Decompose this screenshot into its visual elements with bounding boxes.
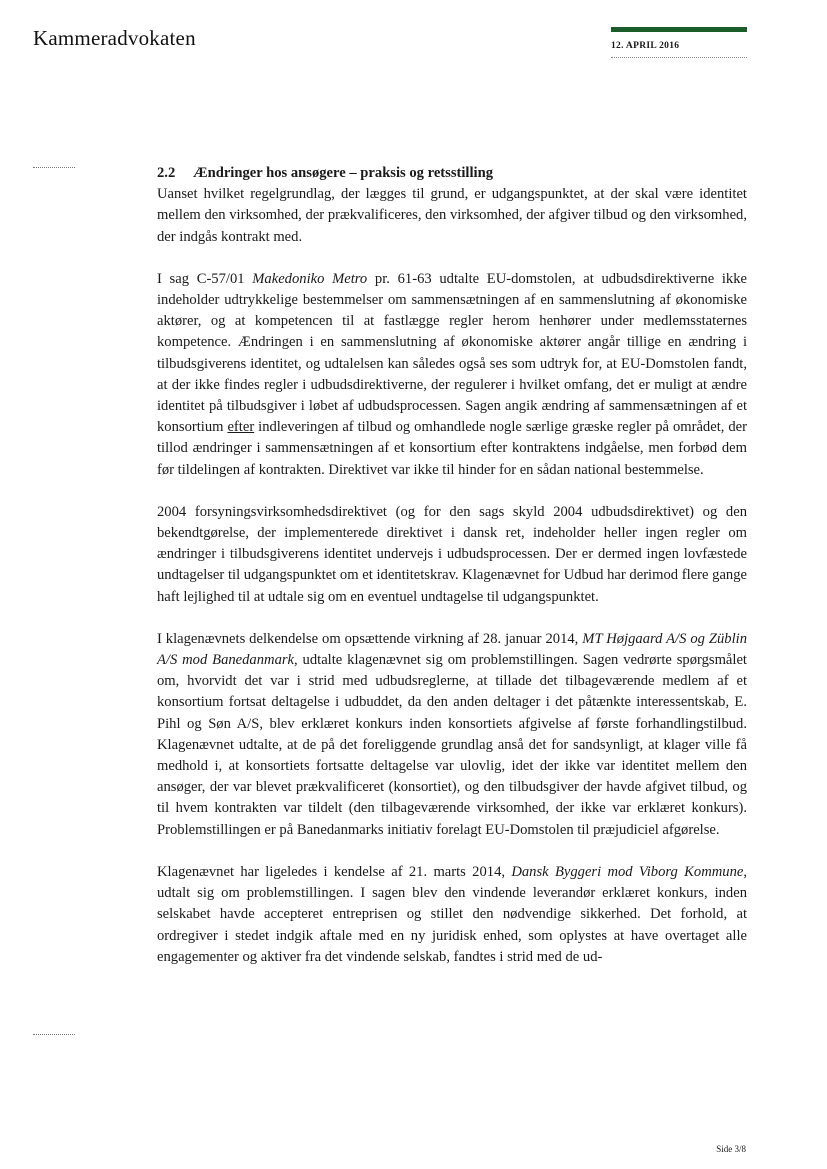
margin-marker-bottom	[33, 1034, 75, 1035]
date-block	[611, 27, 747, 58]
company-logo: Kammeradvokaten	[33, 26, 196, 50]
section-heading	[157, 163, 747, 184]
document-date: 12. APRIL 2016	[611, 41, 680, 51]
underlined-word: efter	[227, 419, 255, 436]
document-body	[157, 163, 747, 989]
date-divider	[611, 57, 747, 58]
section-title: Ændringer hos ansøgere – praksis og retsstilling	[193, 165, 494, 181]
paragraph-5: Klagenævnet har ligeledes i kendelse af 21. marts 2014, Dansk Byggeri mod Viborg Kommune, udtalt sig om problemstillingen. I sagen blev den vindende leverandør erklæret konkurs, inden selskabet havde accepteret entreprisen og stillet den nødvendige sikkerhed. Det forhold, at ordregiver i stedet indgik aftale med en ny juridisk enhed, som oplystes at have overtaget alle engagementer og aktiver fra det vindende selskab, fandtes i strid med de ud-	[157, 863, 747, 965]
section-number: 2.2	[157, 165, 176, 181]
paragraph-3: 2004 forsyningsvirksomhedsdirektivet (og for den sags skyld 2004 udbudsdirektivet) og den bekendtgørelse, der implementerede direktivet i dansk ret, indeholder heller ingen regler om ændringer i tilbudsgiverens identitet undervejs i udbudsprocessen. Der er dermed ingen lovfæstede undtagelser til udgangspunktet om et identitetskrav. Klagenævnet for Udbud har derimod flere gange haft lejlighed til at udtale sig om en eventuel undtagelse til udgangspunktet.	[157, 503, 747, 605]
case-name: MT Højgaard A/S og Züblin A/S mod Banedanmark	[157, 630, 747, 669]
margin-marker-top	[33, 167, 75, 168]
page-number: Side 3/8	[716, 1144, 746, 1154]
paragraph-1: Uanset hvilket regelgrundlag, der lægges til grund, er udgangspunktet, at der skal være identitet mellem den virksomhed, der prækvalificeres, den virksomhed, der afgiver tilbud og den virksomhed, der indgås kontrakt med.	[157, 186, 747, 245]
header-color-bar	[611, 27, 747, 32]
case-name: Makedoniko Metro	[252, 270, 368, 287]
case-name: Dansk Byggeri mod Viborg Kommune	[511, 863, 744, 880]
paragraph-2: I sag C-57/01 Makedoniko Metro pr. 61-63 udtalte EU-domstolen, at udbudsdirektiverne ikke indeholder udtrykkelige bestemmelser om sammensætningen af en sammenslutning af økonomiske aktører, og at kompetencen til at fastlægge regler herom henhører under medlemsstaternes kompetence. Ændringen i en sammenslutning af økonomiske aktører angår tillige en ændring i tilbudsgiverens identitet, og udtalelsen kan således også ses som udtryk for, at EU-Domstolen fandt, at der ikke findes regler i udbudsdirektiverne, der regulerer i hvilket omfang, det er muligt at ændre identitet på tilbudsgiver i løbet af udbudsprocessen. Sagen angik ændring af sammensætningen af et konsortium efter indleveringen af tilbud og omhandlede nogle særlige græske regler på området, der tillod ændringer i sammensætningen af et konsortium efter kontraktens indgåelse, men forbød dem før tildelingen af kontrakten. Direktivet var ikke til hinder for en sådan national bestemmelse.	[157, 270, 748, 478]
paragraph-4: I klagenævnets delkendelse om opsættende virkning af 28. januar 2014, MT Højgaard A/S og Züblin A/S mod Banedanmark, udtalte klagenævnet sig om problemstillingen. Sagen vedrørte spørgsmålet om, hvorvidt det var i strid med udbudsreglerne, at tillade det tilbageværende medlem af et konsortium fortsat deltagelse i udbuddet, da den anden deltager i det påtænkte interessentskab, E. Pihl og Søn A/S, blev erklæret konkurs inden konsortiets afgivelse af første forhandlingstilbud. Klagenævnet udtalte, at de på det foreliggende grundlag anså det for sandsynligt, at klager ville få medhold i, at konsortiets fortsatte deltagelse var ulovlig, idet der ikke var identitet mellem den ansøger, der var blevet prækvalificeret (konsortiet), og den tilbudsgiver der havde afgivet tilbud, og til hvem kontrakten var tildelt (den tilbageværende virksomhed, der ikke var erklæret konkurs). Problemstillingen er på Banedanmarks initiativ forelagt EU-Domstolen til præjudiciel afgørelse.	[157, 630, 747, 838]
